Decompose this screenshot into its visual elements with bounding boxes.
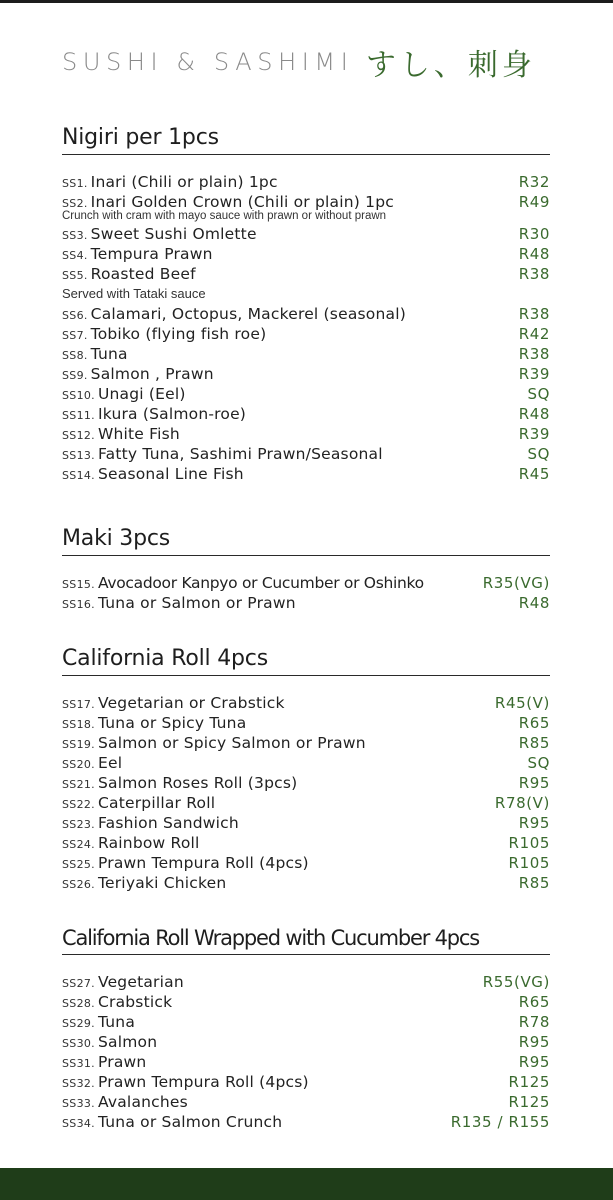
item-name: Inari Golden Crown (Chili or plain) 1pc: [90, 193, 394, 211]
item-code: SS33.: [62, 1097, 95, 1110]
item-code: SS21.: [62, 778, 95, 791]
item-price: R45: [518, 465, 550, 483]
item-code: SS29.: [62, 1017, 95, 1030]
section-maki: [62, 523, 550, 613]
item-code: SS26.: [62, 878, 95, 891]
menu-list: [62, 172, 550, 484]
menu-item: [62, 853, 550, 873]
menu-list: [62, 573, 550, 613]
menu-item: [62, 264, 550, 284]
item-code: SS18.: [62, 718, 95, 731]
item-price: R38: [518, 265, 550, 283]
item-price: R105: [508, 854, 550, 872]
item-name: Teriyaki Chicken: [97, 874, 227, 892]
item-code: SS32.: [62, 1077, 95, 1090]
menu-item: [62, 833, 550, 853]
item-name: Prawn Tempura Roll (4pcs): [97, 1073, 309, 1091]
item-price: R48: [518, 405, 550, 423]
section-divider: [62, 954, 550, 955]
item-name: Calamari, Octopus, Mackerel (seasonal): [90, 305, 406, 323]
item-price: R38: [518, 305, 550, 323]
item-price: R32: [518, 173, 550, 191]
item-code: SS17.: [62, 698, 95, 711]
item-name: Salmon Roses Roll (3pcs): [97, 774, 298, 792]
item-note: Served with Tataki sauce: [62, 286, 206, 301]
item-name: Sweet Sushi Omlette: [90, 225, 257, 243]
menu-item: [62, 1032, 550, 1052]
item-name: White Fish: [97, 425, 180, 443]
item-code: SS22.: [62, 798, 95, 811]
item-price: R39: [518, 365, 550, 383]
item-code: SS31.: [62, 1057, 95, 1070]
menu-item: [62, 733, 550, 753]
item-price: R135 / R155: [450, 1113, 550, 1131]
item-price: R125: [508, 1093, 550, 1111]
menu-item: [62, 992, 550, 1012]
item-code: SS12.: [62, 429, 95, 442]
footer-bar: [0, 1168, 613, 1200]
item-price: R55(VG): [482, 973, 550, 991]
section-divider: [62, 154, 550, 155]
item-name: Tuna or Spicy Tuna: [97, 714, 247, 732]
menu-item: [62, 224, 550, 244]
section-divider: [62, 555, 550, 556]
item-name: Fatty Tuna, Sashimi Prawn/Seasonal: [97, 445, 383, 463]
page-title-english: SUSHI & SASHIMI: [62, 48, 354, 76]
item-name: Fashion Sandwich: [97, 814, 239, 832]
item-code: SS27.: [62, 977, 95, 990]
item-name: Avocadoor Kanpyo or Cucumber or Oshinko: [97, 574, 424, 592]
item-code: SS20.: [62, 758, 95, 771]
item-name: Tuna or Salmon or Prawn: [97, 594, 296, 612]
item-price: R38: [518, 345, 550, 363]
section-title: California Roll 4pcs: [62, 646, 268, 671]
menu-list: [62, 972, 550, 1132]
item-price: R95: [518, 1033, 550, 1051]
item-name: Tuna: [97, 1013, 136, 1031]
item-price: R49: [518, 193, 550, 211]
page-title-japanese: すし、刺身: [365, 48, 536, 83]
item-code: SS15.: [62, 578, 95, 591]
item-code: SS30.: [62, 1037, 95, 1050]
item-price: R39: [518, 425, 550, 443]
section-title: Nigiri per 1pcs: [62, 125, 219, 150]
item-code: SS14.: [62, 469, 95, 482]
item-name: Roasted Beef: [90, 265, 196, 283]
menu-item: [62, 444, 550, 464]
menu-item: [62, 424, 550, 444]
item-name: Unagi (Eel): [97, 385, 186, 403]
item-price: SQ: [527, 754, 550, 772]
item-note: Crunch with cram with mayo sauce with prawn or without prawn: [62, 210, 387, 222]
item-price: R85: [518, 734, 550, 752]
item-code: SS11.: [62, 409, 95, 422]
item-name: Caterpillar Roll: [97, 794, 216, 812]
item-price: R125: [508, 1073, 550, 1091]
menu-item: [62, 813, 550, 833]
item-price: R95: [518, 1053, 550, 1071]
page-title: [62, 40, 562, 84]
menu-item: [62, 244, 550, 264]
item-price: SQ: [527, 385, 550, 403]
menu-item: [62, 464, 550, 484]
item-price: R105: [508, 834, 550, 852]
menu-item: [62, 192, 550, 212]
section-cucumber-wrapped: [62, 922, 550, 1132]
menu-item: [62, 693, 550, 713]
item-code: SS25.: [62, 858, 95, 871]
item-name: Inari (Chili or plain) 1pc: [90, 173, 278, 191]
item-price: R42: [518, 325, 550, 343]
section-divider: [62, 675, 550, 676]
item-price: R85: [518, 874, 550, 892]
item-name: Tempura Prawn: [90, 245, 213, 263]
item-price: R95: [518, 814, 550, 832]
menu-item: [62, 593, 550, 613]
item-name: Salmon or Spicy Salmon or Prawn: [97, 734, 366, 752]
item-code: SS13.: [62, 449, 95, 462]
menu-item: [62, 404, 550, 424]
item-name: Salmon , Prawn: [90, 365, 214, 383]
menu-item: [62, 713, 550, 733]
item-code: SS16.: [62, 598, 95, 611]
menu-list: [62, 693, 550, 893]
item-price: SQ: [527, 445, 550, 463]
menu-item: [62, 972, 550, 992]
item-price: R65: [518, 714, 550, 732]
item-price: R78(V): [494, 794, 550, 812]
item-name: Avalanches: [97, 1093, 188, 1111]
item-name: Vegetarian: [97, 973, 184, 991]
menu-item: [62, 364, 550, 384]
item-code: SS7.: [62, 329, 88, 342]
menu-item: [62, 1012, 550, 1032]
item-name: Vegetarian or Crabstick: [97, 694, 285, 712]
item-code: SS23.: [62, 818, 95, 831]
item-name: Crabstick: [97, 993, 173, 1011]
menu-item: [62, 1072, 550, 1092]
menu-item: [62, 1052, 550, 1072]
section-title: California Roll Wrapped with Cucumber 4pcs: [62, 926, 479, 950]
menu-item: [62, 344, 550, 364]
menu-item: [62, 324, 550, 344]
item-code: SS28.: [62, 997, 95, 1010]
item-name: Salmon: [97, 1033, 158, 1051]
item-name: Prawn Tempura Roll (4pcs): [97, 854, 309, 872]
item-code: SS4.: [62, 249, 88, 262]
item-price: R65: [518, 993, 550, 1011]
item-code: SS10.: [62, 389, 95, 402]
menu-item: [62, 1092, 550, 1112]
item-code: SS24.: [62, 838, 95, 851]
item-code: SS2.: [62, 197, 88, 210]
item-name: Tuna or Salmon Crunch: [97, 1113, 283, 1131]
item-code: SS19.: [62, 738, 95, 751]
menu-item: [62, 753, 550, 773]
item-price: R78: [518, 1013, 550, 1031]
section-california-roll: [62, 643, 550, 893]
section-nigiri: [62, 122, 550, 484]
item-name: Rainbow Roll: [97, 834, 200, 852]
top-border: [0, 0, 613, 3]
item-code: SS34.: [62, 1117, 95, 1130]
item-code: SS6.: [62, 309, 88, 322]
item-name: Tuna: [90, 345, 128, 363]
item-name: Tobiko (flying fish roe): [90, 325, 267, 343]
item-code: SS3.: [62, 229, 88, 242]
item-price: R45(V): [494, 694, 550, 712]
item-code: SS5.: [62, 269, 88, 282]
item-name: Eel: [97, 754, 123, 772]
menu-item: [62, 873, 550, 893]
item-price: R35(VG): [482, 574, 550, 592]
menu-item: [62, 1112, 550, 1132]
menu-item: [62, 304, 550, 324]
item-code: SS8.: [62, 349, 88, 362]
menu-item: [62, 172, 550, 192]
menu-item: [62, 573, 550, 593]
item-price: R48: [518, 245, 550, 263]
item-price: R95: [518, 774, 550, 792]
item-name: Ikura (Salmon-roe): [97, 405, 247, 423]
menu-item: [62, 793, 550, 813]
item-price: R30: [518, 225, 550, 243]
item-code: SS9.: [62, 369, 88, 382]
section-title: Maki 3pcs: [62, 526, 171, 551]
menu-item: [62, 773, 550, 793]
item-name: Prawn: [97, 1053, 147, 1071]
item-code: SS1.: [62, 177, 88, 190]
item-name: Seasonal Line Fish: [97, 465, 244, 483]
item-price: R48: [518, 594, 550, 612]
menu-item: [62, 384, 550, 404]
